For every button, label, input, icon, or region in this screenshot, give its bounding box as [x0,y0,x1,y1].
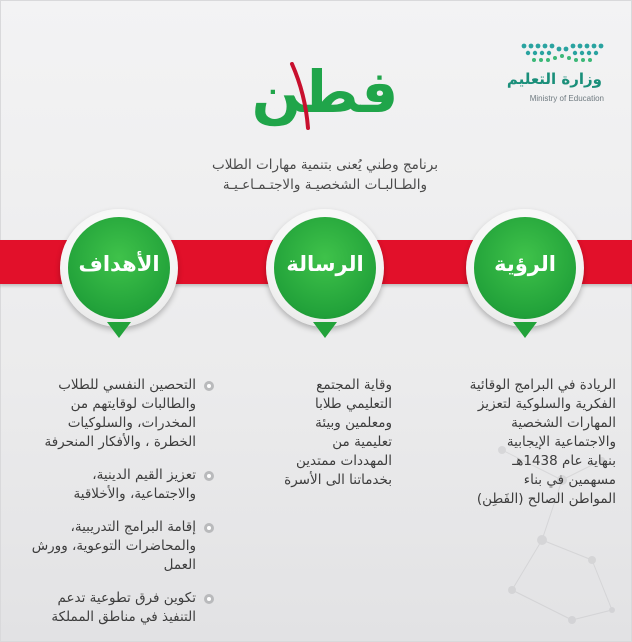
vision-circle [466,209,584,327]
goal-line: والطالبات لوقايتهم من [70,396,196,412]
goal-item [9,518,214,575]
goal-item [9,589,214,627]
vision-line: المواطن الصالح (الفَطِن) [476,491,616,507]
vision-line: المهارات الشخصية [511,415,616,431]
goal-line: التنفيذ في مناطق المملكة [51,609,196,625]
brand-block [0,50,632,150]
bullet-icon [204,471,214,481]
goal-line: تعزيز القيم الدينية، [92,467,196,483]
goal-line: الخطرة ، والأفكار المنحرفة [44,434,196,450]
goal-item [9,376,214,452]
mission-line: وقاية المجتمع [316,377,392,393]
ministry-name-english: Ministry of Education [529,94,604,103]
brand-wordmark: فطن [251,58,399,126]
vision-line: الفكرية والسلوكية لتعزيز [477,396,616,412]
brand-red-stroke-icon [286,62,316,132]
bullet-icon [204,523,214,533]
mission-pointer-icon [313,322,337,338]
goal-line: التحصين النفسي للطلاب [58,377,196,393]
tagline-line-1: برنامج وطني يُعنى بتنمية مهارات الطلاب [212,157,438,173]
vision-line: مسهمين في بناء [523,472,616,488]
vision-line: والاجتماعية الإيجابية [506,434,616,450]
goal-line: العمل [163,557,196,573]
mission-circle [266,209,384,327]
vision-title: الرؤية [494,252,556,276]
goal-line: إقامة البرامج التدريبية، [70,519,196,535]
goal-line: تكوين فرق تطوعية تدعم [57,590,196,606]
mission-line: بخدماتنا الى الأسرة [284,472,392,488]
vision-line: الريادة في البرامج الوقائية [469,377,616,393]
tagline [170,155,480,195]
mission-line: المهددات ممتدين [296,453,392,469]
goals-title: الأهداف [78,252,160,276]
vision-line: بنهاية عام 1438هـ [512,453,616,469]
goals-pointer-icon [107,322,131,338]
vision-pointer-icon [513,322,537,338]
goals-circle [60,209,178,327]
goal-line: المخدرات، والسلوكيات [67,415,196,431]
goal-line: والاجتماعية، والأخلاقية [73,486,196,502]
goals-list [9,376,214,641]
mission-line: تعليمية من [332,434,392,450]
mission-line: التعليمي طلابا [314,396,392,412]
goal-line: والمحاضرات التوعوية، وورش [31,538,196,554]
goal-item [9,466,214,504]
bullet-icon [204,594,214,604]
bullet-icon [204,381,214,391]
ministry-name-arabic: وزارة التعليم [506,70,602,88]
tagline-line-2: والطـالبـات الشخصيـة والاجتـمـاعـيـة [222,177,428,193]
mission-text [232,376,392,490]
vision-text [416,376,616,509]
mission-line: ومعلمين وبيئة [315,415,392,431]
mission-title: الرسالة [286,252,364,276]
